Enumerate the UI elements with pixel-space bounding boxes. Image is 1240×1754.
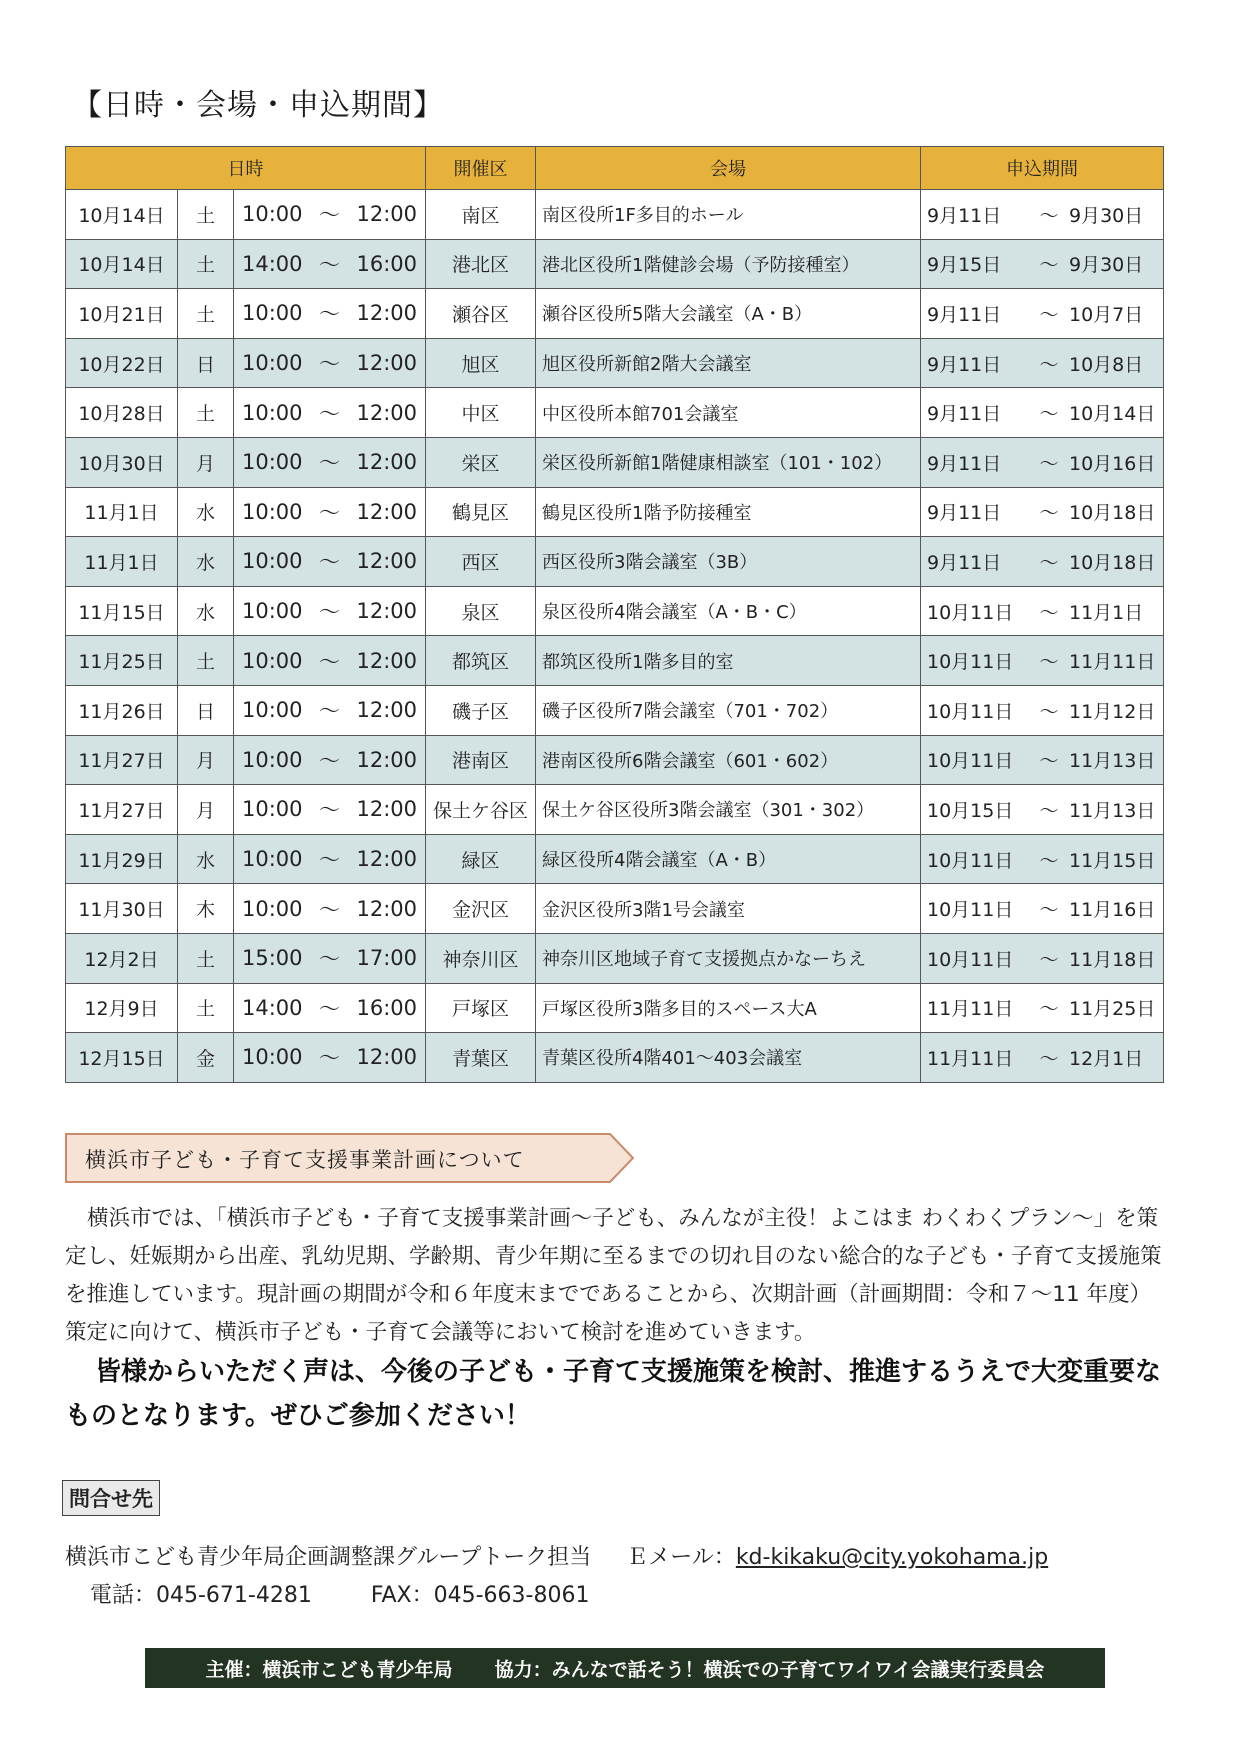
period-tilde: ～ (1039, 849, 1059, 872)
period-end: 11月1日 (1069, 601, 1144, 624)
cell-period (921, 537, 1164, 587)
cell-date: 11月27日 (66, 735, 178, 785)
cell-ward: 中区 (426, 388, 536, 438)
cell-time (234, 636, 426, 686)
time-start: 10:00 (242, 351, 303, 376)
time-tilde: ～ (319, 1046, 340, 1071)
cell-day: 水 (178, 586, 234, 636)
cell-ward: 泉区 (426, 586, 536, 636)
period-tilde: ～ (1039, 700, 1059, 723)
cell-time (234, 983, 426, 1033)
period-start: 10月11日 (927, 849, 1014, 872)
time-tilde: ～ (319, 848, 340, 873)
cell-time (234, 437, 426, 487)
time-tilde: ～ (319, 996, 340, 1021)
period-end: 10月18日 (1069, 551, 1156, 574)
contact-department: 横浜市こども青少年局企画調整課グループトーク担当 (65, 1545, 592, 1570)
time-end: 12:00 (356, 648, 417, 673)
period-start: 11月11日 (927, 1047, 1014, 1070)
time-tilde: ～ (319, 798, 340, 823)
period-start: 9月11日 (927, 452, 1002, 475)
table-row (66, 933, 1164, 983)
period-start: 9月11日 (927, 502, 1002, 525)
cell-venue: 南区役所1F多目的ホール (536, 190, 921, 240)
cell-date: 11月29日 (66, 834, 178, 884)
cell-ward: 都筑区 (426, 636, 536, 686)
table-row (66, 239, 1164, 289)
period-end: 9月30日 (1069, 254, 1144, 277)
cell-time (234, 338, 426, 388)
cell-period (921, 388, 1164, 438)
contact-label: 問合せ先 (62, 1480, 160, 1516)
cell-date: 11月25日 (66, 636, 178, 686)
cell-ward: 旭区 (426, 338, 536, 388)
time-start: 10:00 (242, 797, 303, 822)
time-start: 10:00 (242, 549, 303, 574)
time-end: 16:00 (356, 995, 417, 1020)
time-start: 10:00 (242, 648, 303, 673)
period-start: 9月11日 (927, 551, 1002, 574)
cell-day: 水 (178, 834, 234, 884)
time-start: 10:00 (242, 747, 303, 772)
cell-day: 木 (178, 884, 234, 934)
footer-cooperation: 協力：みんなで話そう！横浜での子育てワイワイ会議実行委員会 (494, 1658, 1045, 1681)
cell-ward: 青葉区 (426, 1033, 536, 1083)
cell-venue: 泉区役所4階会議室（A・B・C） (536, 586, 921, 636)
period-end: 11月18日 (1069, 948, 1156, 971)
cell-venue: 緑区役所4階会議室（A・B） (536, 834, 921, 884)
schedule-table (65, 146, 1164, 1083)
period-end: 11月12日 (1069, 700, 1156, 723)
cell-venue: 港北区役所1階健診会場（予防接種室） (536, 239, 921, 289)
time-end: 17:00 (356, 946, 417, 971)
time-end: 12:00 (356, 450, 417, 475)
cell-time (234, 685, 426, 735)
cell-venue: 瀬谷区役所5階大会議室（A・B） (536, 289, 921, 339)
period-end: 12月1日 (1069, 1047, 1144, 1070)
cell-ward: 緑区 (426, 834, 536, 884)
cell-ward: 港北区 (426, 239, 536, 289)
cell-period (921, 785, 1164, 835)
period-end: 11月16日 (1069, 899, 1156, 922)
time-tilde: ～ (319, 500, 340, 525)
time-start: 10:00 (242, 847, 303, 872)
cell-period (921, 1033, 1164, 1083)
cell-date: 11月26日 (66, 685, 178, 735)
table-row (66, 735, 1164, 785)
cell-period (921, 289, 1164, 339)
cell-ward: 栄区 (426, 437, 536, 487)
period-tilde: ～ (1039, 998, 1059, 1021)
time-start: 14:00 (242, 995, 303, 1020)
time-end: 12:00 (356, 202, 417, 227)
email-link[interactable]: kd-kikaku@city.yokohama.jp (735, 1545, 1049, 1570)
time-end: 12:00 (356, 549, 417, 574)
time-end: 12:00 (356, 1045, 417, 1070)
period-end: 11月25日 (1069, 998, 1156, 1021)
cell-ward: 金沢区 (426, 884, 536, 934)
table-row (66, 190, 1164, 240)
time-end: 12:00 (356, 599, 417, 624)
period-end: 11月11日 (1069, 651, 1156, 674)
cell-date: 10月14日 (66, 239, 178, 289)
time-end: 12:00 (356, 797, 417, 822)
cell-date: 11月15日 (66, 586, 178, 636)
cell-time (234, 933, 426, 983)
time-tilde: ～ (319, 352, 340, 377)
time-start: 10:00 (242, 301, 303, 326)
email-label: Ｅメール： (626, 1545, 736, 1570)
cell-venue: 神奈川区地域子育て支援拠点かなーちえ (536, 933, 921, 983)
period-start: 10月11日 (927, 601, 1014, 624)
time-tilde: ～ (319, 699, 340, 724)
cell-day: 水 (178, 537, 234, 587)
cell-venue: 保土ケ谷区役所3階会議室（301・302） (536, 785, 921, 835)
cell-date: 11月27日 (66, 785, 178, 835)
cell-venue: 西区役所3階会議室（3B） (536, 537, 921, 587)
time-start: 10:00 (242, 698, 303, 723)
cell-time (234, 785, 426, 835)
time-start: 14:00 (242, 251, 303, 276)
section-tag (65, 1133, 635, 1183)
cell-venue: 栄区役所新館1階健康相談室（101・102） (536, 437, 921, 487)
period-tilde: ～ (1039, 1047, 1059, 1070)
emphasis-text (65, 1350, 1175, 1438)
cell-ward: 戸塚区 (426, 983, 536, 1033)
header-datetime: 日時 (66, 147, 426, 190)
cell-ward: 南区 (426, 190, 536, 240)
cell-day: 金 (178, 1033, 234, 1083)
cell-period (921, 487, 1164, 537)
cell-date: 10月14日 (66, 190, 178, 240)
time-tilde: ～ (319, 203, 340, 228)
contact-phone: 電話：045-671-4281 (90, 1583, 312, 1608)
period-start: 10月11日 (927, 750, 1014, 773)
time-tilde: ～ (319, 451, 340, 476)
page-heading: 【日時・会場・申込期間】 (72, 88, 444, 123)
cell-time (234, 735, 426, 785)
table-row (66, 685, 1164, 735)
cell-venue: 都筑区役所1階多目的室 (536, 636, 921, 686)
cell-day: 月 (178, 785, 234, 835)
cell-time (234, 586, 426, 636)
cell-ward: 保土ケ谷区 (426, 785, 536, 835)
contact-line-2 (90, 1578, 589, 1609)
cell-period (921, 636, 1164, 686)
table-row (66, 834, 1164, 884)
cell-date: 10月30日 (66, 437, 178, 487)
header-period: 申込期間 (921, 147, 1164, 190)
cell-time (234, 388, 426, 438)
cell-ward: 磯子区 (426, 685, 536, 735)
period-tilde: ～ (1039, 948, 1059, 971)
cell-period (921, 437, 1164, 487)
period-tilde: ～ (1039, 303, 1059, 326)
section-title: 横浜市子ども・子育て支援事業計画について (85, 1148, 525, 1172)
emphasis-content: 皆様からいただく声は、今後の子ども・子育て支援施策を検討、推進するうえで大変重要なものとなります。ぜひご参加ください！ (65, 1357, 1162, 1431)
cell-ward: 瀬谷区 (426, 289, 536, 339)
cell-period (921, 586, 1164, 636)
period-end: 10月16日 (1069, 452, 1156, 475)
period-tilde: ～ (1039, 254, 1059, 277)
time-tilde: ～ (319, 748, 340, 773)
cell-date: 12月9日 (66, 983, 178, 1033)
period-tilde: ～ (1039, 204, 1059, 227)
cell-time (234, 1033, 426, 1083)
table-row (66, 884, 1164, 934)
cell-day: 土 (178, 289, 234, 339)
period-start: 9月11日 (927, 204, 1002, 227)
cell-ward: 神奈川区 (426, 933, 536, 983)
time-tilde: ～ (319, 401, 340, 426)
period-end: 9月30日 (1069, 204, 1144, 227)
period-start: 9月11日 (927, 303, 1002, 326)
time-start: 10:00 (242, 499, 303, 524)
cell-venue: 港南区役所6階会議室（601・602） (536, 735, 921, 785)
period-tilde: ～ (1039, 551, 1059, 574)
period-tilde: ～ (1039, 452, 1059, 475)
time-start: 10:00 (242, 450, 303, 475)
header-ward: 開催区 (426, 147, 536, 190)
time-end: 16:00 (356, 251, 417, 276)
cell-day: 土 (178, 933, 234, 983)
cell-date: 10月28日 (66, 388, 178, 438)
cell-period (921, 983, 1164, 1033)
cell-date: 11月1日 (66, 487, 178, 537)
period-start: 9月11日 (927, 353, 1002, 376)
cell-period (921, 338, 1164, 388)
cell-period (921, 834, 1164, 884)
time-end: 12:00 (356, 301, 417, 326)
time-start: 10:00 (242, 896, 303, 921)
cell-day: 土 (178, 388, 234, 438)
time-end: 12:00 (356, 747, 417, 772)
cell-time (234, 884, 426, 934)
table-row (66, 983, 1164, 1033)
time-end: 12:00 (356, 499, 417, 524)
time-tilde: ～ (319, 897, 340, 922)
cell-venue: 鶴見区役所1階予防接種室 (536, 487, 921, 537)
cell-period (921, 884, 1164, 934)
contact-line-1 (65, 1540, 1048, 1571)
cell-date: 12月15日 (66, 1033, 178, 1083)
period-tilde: ～ (1039, 799, 1059, 822)
table-row (66, 388, 1164, 438)
cell-day: 土 (178, 983, 234, 1033)
cell-ward: 港南区 (426, 735, 536, 785)
time-tilde: ～ (319, 649, 340, 674)
table-row (66, 437, 1164, 487)
time-end: 12:00 (356, 847, 417, 872)
cell-period (921, 239, 1164, 289)
table-row (66, 338, 1164, 388)
period-tilde: ～ (1039, 899, 1059, 922)
period-start: 10月11日 (927, 651, 1014, 674)
period-end: 11月13日 (1069, 799, 1156, 822)
cell-time (234, 834, 426, 884)
cell-ward: 鶴見区 (426, 487, 536, 537)
cell-day: 日 (178, 685, 234, 735)
cell-day: 土 (178, 190, 234, 240)
time-tilde: ～ (319, 252, 340, 277)
cell-day: 日 (178, 338, 234, 388)
time-tilde: ～ (319, 600, 340, 625)
period-end: 11月13日 (1069, 750, 1156, 773)
time-end: 12:00 (356, 351, 417, 376)
period-start: 11月11日 (927, 998, 1014, 1021)
period-start: 9月15日 (927, 254, 1002, 277)
period-end: 10月14日 (1069, 403, 1156, 426)
period-start: 10月11日 (927, 899, 1014, 922)
period-start: 9月11日 (927, 403, 1002, 426)
cell-time (234, 190, 426, 240)
cell-day: 月 (178, 735, 234, 785)
period-tilde: ～ (1039, 403, 1059, 426)
cell-date: 11月30日 (66, 884, 178, 934)
period-tilde: ～ (1039, 651, 1059, 674)
cell-time (234, 239, 426, 289)
table-row (66, 1033, 1164, 1083)
time-end: 12:00 (356, 896, 417, 921)
time-start: 15:00 (242, 946, 303, 971)
table-row (66, 636, 1164, 686)
cell-period (921, 933, 1164, 983)
cell-day: 水 (178, 487, 234, 537)
contact-fax: FAX：045-663-8061 (370, 1583, 590, 1608)
paragraph-text: 横浜市では、「横浜市子ども・子育て支援事業計画～子ども、みんなが主役！よこはま わくわくプラン～」を策定し、妊娠期から出産、乳幼児期、学齢期、青少年期に至るまでの切れ目のない総合的な子ども・子育て支援施策を推進しています。現計画の期間が令和６年度末までであることから、次期計画（計画期間：令和７～11 年度）策定に向けて、横浜市子ども・子育て会議等において検討を進めていきます。 (65, 1206, 1162, 1345)
period-tilde: ～ (1039, 502, 1059, 525)
period-end: 10月7日 (1069, 303, 1144, 326)
cell-venue: 戸塚区役所3階多目的スペース大A (536, 983, 921, 1033)
period-start: 10月11日 (927, 948, 1014, 971)
period-start: 10月11日 (927, 700, 1014, 723)
cell-time (234, 487, 426, 537)
period-start: 10月15日 (927, 799, 1014, 822)
period-end: 11月15日 (1069, 849, 1156, 872)
cell-time (234, 289, 426, 339)
table-row (66, 785, 1164, 835)
period-tilde: ～ (1039, 601, 1059, 624)
cell-venue: 金沢区役所3階1号会議室 (536, 884, 921, 934)
time-end: 12:00 (356, 698, 417, 723)
cell-date: 10月21日 (66, 289, 178, 339)
time-end: 12:00 (356, 400, 417, 425)
table-header-row (66, 147, 1164, 190)
time-start: 10:00 (242, 1045, 303, 1070)
time-tilde: ～ (319, 947, 340, 972)
time-start: 10:00 (242, 599, 303, 624)
cell-date: 11月1日 (66, 537, 178, 587)
footer-organizer: 主催：横浜市こども青少年局 (205, 1658, 453, 1681)
cell-time (234, 537, 426, 587)
period-end: 10月8日 (1069, 353, 1144, 376)
period-end: 10月18日 (1069, 502, 1156, 525)
cell-venue: 中区役所本館701会議室 (536, 388, 921, 438)
time-start: 10:00 (242, 400, 303, 425)
cell-ward: 西区 (426, 537, 536, 587)
period-tilde: ～ (1039, 750, 1059, 773)
footer-bar (145, 1648, 1105, 1688)
cell-date: 12月2日 (66, 933, 178, 983)
cell-period (921, 685, 1164, 735)
section-paragraph (65, 1200, 1165, 1352)
cell-venue: 旭区役所新館2階大会議室 (536, 338, 921, 388)
table-row (66, 289, 1164, 339)
cell-day: 土 (178, 636, 234, 686)
table-row (66, 537, 1164, 587)
cell-venue: 青葉区役所4階401～403会議室 (536, 1033, 921, 1083)
time-start: 10:00 (242, 202, 303, 227)
header-venue: 会場 (536, 147, 921, 190)
time-tilde: ～ (319, 550, 340, 575)
cell-period (921, 735, 1164, 785)
table-row (66, 487, 1164, 537)
cell-day: 月 (178, 437, 234, 487)
period-tilde: ～ (1039, 353, 1059, 376)
time-tilde: ～ (319, 302, 340, 327)
cell-date: 10月22日 (66, 338, 178, 388)
table-row (66, 586, 1164, 636)
cell-period (921, 190, 1164, 240)
cell-venue: 磯子区役所7階会議室（701・702） (536, 685, 921, 735)
cell-day: 土 (178, 239, 234, 289)
